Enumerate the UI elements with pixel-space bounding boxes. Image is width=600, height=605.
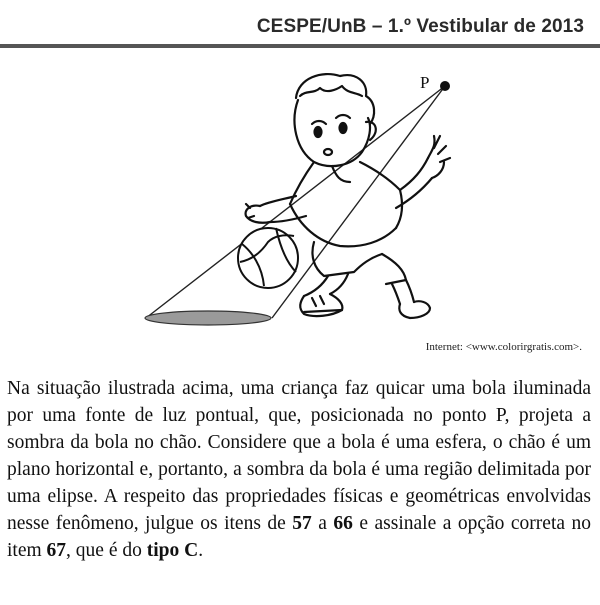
statement-text-5: . (198, 540, 204, 561)
exam-title: CESPE/UnB – 1.º Vestibular de 2013 (256, 16, 584, 37)
ball (238, 228, 298, 288)
statement-text-3: e assinale a opção correta no item (7, 513, 592, 561)
image-credit: Internet: <www.colorirgratis.com>. (425, 341, 582, 353)
statement-text-2: a (311, 513, 334, 534)
light-source-point (440, 81, 450, 91)
point-label: P (420, 73, 430, 92)
item-start-number: 57 (292, 513, 312, 534)
statement-text-1: Na situação ilustrada acima, uma criança faz quicar uma bola iluminada por uma fonte de luz pontual, que, posicionada no ponto P, projeta a sombra da bola no chão. Considere que a bola é uma esfera, o chão é um plano horizontal e, portanto, a sombra da bola é uma região delimitada por uma elipse. A respeito das propriedades físicas e geométricas envolvidas nesse fenômeno, julgue os itens de (7, 378, 591, 534)
item-choice-number: 67 (46, 540, 67, 561)
ball-shadow-ellipse (145, 311, 271, 325)
illustration-child-ball-shadow (100, 66, 480, 336)
page-header (0, 0, 600, 42)
question-statement (7, 375, 591, 564)
statement-text-4: , que é do (66, 540, 147, 561)
item-end-number: 66 (333, 513, 353, 534)
item-type: tipo C (146, 540, 199, 561)
header-divider (0, 44, 600, 48)
